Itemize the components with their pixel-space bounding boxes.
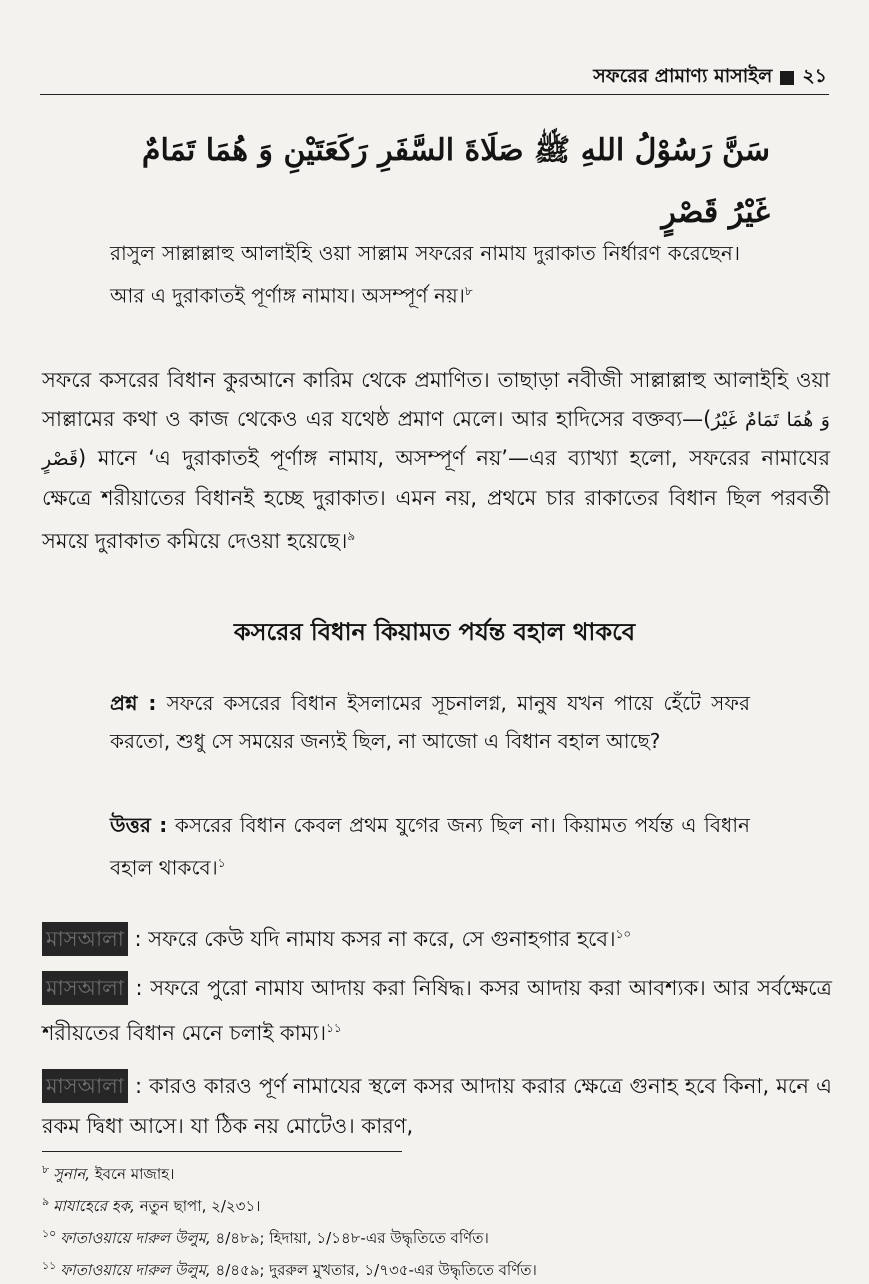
footnote-ref: ১ <box>217 856 226 870</box>
footnote-number: ১১ <box>42 1259 57 1272</box>
footnote-number: ৮ <box>42 1163 50 1176</box>
footnote-ref: ১০ <box>615 927 632 941</box>
question-label: প্রশ্ন : <box>110 691 157 715</box>
footnote-text: ৪/৪৫৯; দুররুল মুখতার, ১/৭৩৫-এর উদ্ধৃতিতে বর্ণিত। <box>210 1261 537 1279</box>
footnote-text: নতুন ছাপা, ২/২৩১। <box>134 1197 261 1215</box>
masala-tag: মাসআলা <box>42 1069 128 1103</box>
masala-item <box>42 968 832 1053</box>
running-head <box>593 62 827 94</box>
answer-block <box>110 806 750 887</box>
paragraph-text-1: সফরে কসরের বিধান কুরআনে কারিম থেকে প্রমাণিত। তাছাড়া নবীজী সাল্লাল্লাহু আলাইহি ওয়া সাল্লামের কথা ও কাজ থেকেও এর যথেষ্ঠ প্রমাণ মেলে। আর হাদিসের বক্তব্য—( <box>42 368 830 431</box>
hadith-translation-text: রাসুল সাল্লাল্লাহু আলাইহি ওয়া সাল্লাম সফরের নামায দুরাকাত নির্ধারণ করেছেন। আর এ দুরাকাতই পূর্ণাঙ্গ নামায। অসম্পূর্ণ নয়। <box>110 241 740 308</box>
footnote <box>42 1252 832 1284</box>
footnote-number: ১০ <box>42 1227 57 1240</box>
masala-item <box>42 914 832 959</box>
footnotes <box>42 1156 832 1284</box>
answer-label: উত্তর : <box>110 813 168 837</box>
section-title: কসরের বিধান কিয়ামত পর্যন্ত বহাল থাকবে <box>233 618 636 646</box>
header-divider <box>40 94 829 95</box>
question-text: সফরে কসরের বিধান ইসলামের সূচনালগ্ন, মানুষ যখন পায়ে হেঁটে সফর করতো, শুধু সে সময়ের জন্যই ছিল, না আজো এ বিধান বহাল আছে? <box>110 691 750 753</box>
footnote-divider <box>42 1151 402 1152</box>
footnote-source: ফাতাওয়ায়ে দারুল উলুম, <box>60 1229 211 1247</box>
footnote <box>42 1220 832 1252</box>
footnote-source: সুনান, <box>53 1165 91 1183</box>
answer-text: কসরের বিধান কেবল প্রথম যুগের জন্য ছিল না। কিয়ামত পর্যন্ত এ বিধান বহাল থাকবে। <box>110 813 750 880</box>
footnote <box>42 1188 832 1220</box>
masala-item <box>42 1066 832 1146</box>
masala-text: : সফরে পুরো নামায আদায় করা নিষিদ্ধ। কসর আদায় করা আবশ্যক। আর সর্বক্ষেত্রে শরীয়তের বিধান মেনে চলাই কাম্য। <box>42 976 832 1045</box>
footnote <box>42 1156 832 1188</box>
footnote-number: ৯ <box>42 1195 50 1208</box>
hadith-translation <box>110 234 740 315</box>
masala-tag: মাসআলা <box>42 922 128 956</box>
masala-text: : সফরে কেউ যদি নামায কসর না করে, সে গুনাহগার হবে। <box>134 927 616 951</box>
masala-text: : কারও কারও পূর্ণ নামাযের স্থলে কসর আদায় করার ক্ষেত্রে গুনাহ হবে কিনা, মনে এ রকম দ্বিধা আসে। যা ঠিক নয় মোটেও। কারণ, <box>42 1074 832 1138</box>
arabic-hadith: سَنَّ رَسُوْلُ اللهِ ﷺ صَلَاةَ السَّفَرِ رَكَعَتَيْنِ وَ هُمَا تَمَامٌ غَيْرُ قَصْرٍ <box>141 133 770 230</box>
page-number: ২১ <box>802 65 827 87</box>
footnote-ref: ১১ <box>326 1021 342 1035</box>
inline-arabic-quote: وَ هُمَا تَمَامٌ غَيْرُ قَصْرٍ <box>42 408 830 470</box>
running-head-title: সফরের প্রামাণ্য মাসাইল <box>593 65 773 87</box>
square-bullet-icon <box>780 71 794 85</box>
question-block <box>110 684 750 760</box>
footnote-text: ৪/৪৮৯; হিদায়া, ১/১৪৮-এর উদ্ধৃতিতে বর্ণিত। <box>210 1229 489 1247</box>
masala-tag: মাসআলা <box>42 971 128 1005</box>
footnote-text: ইবনে মাজাহ। <box>90 1165 175 1183</box>
paragraph-text-2: ) মানে ‘এ দুরাকাতই পূর্ণাঙ্গ নামায, অসম্পূর্ণ নয়’—এর ব্যাখ্যা হলো, সফরের নামাযের ক্ষেত্রে শরীয়াতের বিধানই হচ্ছে দুরাকাত। এমন নয়, প্রথমে চার রাকাতের বিধান ছিল পরবর্তী সময়ে দুরাকাত কমিয়ে দেওয়া হয়েছে। <box>42 446 830 553</box>
footnote-ref: ৯ <box>347 529 356 543</box>
footnote-ref: ৮ <box>464 284 473 298</box>
body-paragraph <box>42 361 830 561</box>
footnote-source: মাযাহেরে হক, <box>53 1197 135 1215</box>
footnote-source: ফাতাওয়ায়ে দারুল উলুম, <box>60 1261 211 1279</box>
